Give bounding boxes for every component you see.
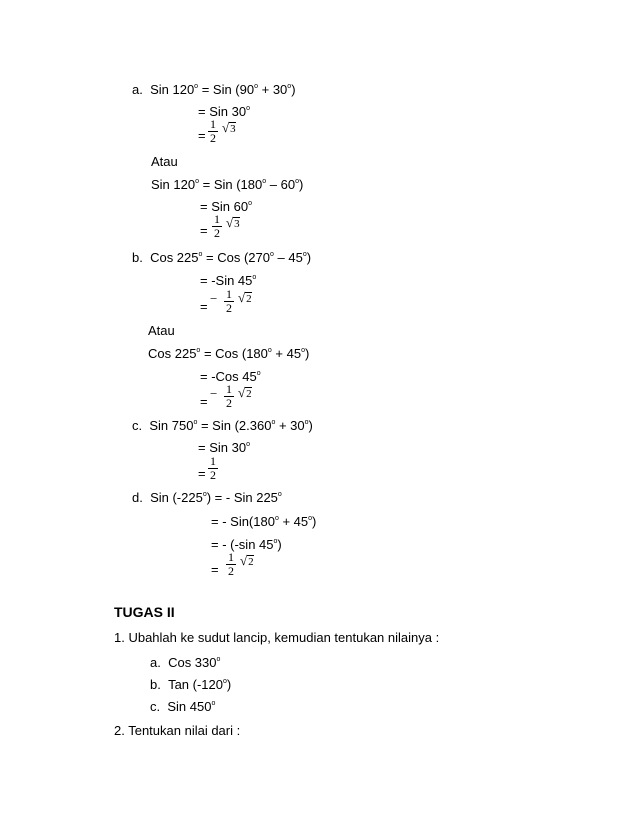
expr: = Sin 60 (200, 199, 249, 214)
denominator: 2 (210, 131, 216, 145)
expr: = -Cos 45 (200, 369, 257, 384)
denominator: 2 (228, 564, 234, 578)
expr: ) (312, 514, 317, 529)
expr: ) (306, 250, 312, 265)
item-c-line-2 (198, 440, 250, 456)
expr: Sin 120 (151, 177, 196, 192)
degree-mark: o (193, 419, 198, 426)
expr: ) (277, 537, 282, 552)
degree-mark: o (202, 491, 207, 498)
denominator: 2 (214, 226, 220, 240)
expr: Sin 750 (149, 418, 194, 433)
item-b-atau: Atau (148, 323, 175, 338)
item-b-line-1 (132, 250, 311, 266)
question-2: 2. Tentukan nilai dari : (114, 723, 241, 738)
degree-mark: o (252, 274, 257, 281)
item-a-eq-1: = (198, 128, 206, 143)
expr: = Sin (180 (199, 177, 263, 192)
sqrt: √3 (226, 215, 240, 230)
item-a-atau: Atau (151, 154, 178, 169)
degree-mark: o (271, 419, 276, 426)
item-label: c. (150, 699, 161, 714)
expr: Cos 225 (150, 250, 199, 265)
degree-mark: o (302, 251, 307, 258)
degree-mark: o (304, 419, 309, 426)
degree-mark: o (301, 347, 305, 354)
degree-mark: o (256, 370, 261, 377)
expr: = Sin (90 (198, 82, 255, 97)
expr: – 45 (273, 250, 303, 265)
degree-mark: o (295, 178, 299, 185)
expr: Sin (-225 (150, 490, 203, 505)
item-d-line-2 (211, 514, 316, 530)
item-c-eq-1: = (198, 466, 206, 481)
expr: ) (308, 418, 313, 433)
degree-mark: o (277, 491, 282, 498)
item-label: a. (150, 655, 161, 670)
expr: Sin 450 (167, 699, 212, 714)
question-1c (150, 699, 215, 715)
degree-mark: o (196, 347, 201, 354)
item-label: d. (132, 490, 143, 505)
item-label: c. (132, 418, 143, 433)
expr: ) (291, 82, 296, 97)
expr: Tan (-120 (168, 677, 223, 692)
expr: Cos 330 (168, 655, 217, 670)
item-d-eq-1: = (211, 562, 219, 577)
item-a-line-5 (200, 199, 252, 215)
expr: Sin 120 (150, 82, 195, 97)
degree-mark: o (308, 515, 313, 522)
numerator: 1 (210, 117, 216, 131)
sqrt: √3 (222, 120, 236, 135)
minus-sign: − (210, 386, 218, 401)
denominator: 2 (226, 301, 232, 315)
question-1a (150, 655, 220, 671)
numerator: 1 (210, 454, 216, 468)
degree-mark: o (246, 105, 250, 112)
sqrt: √2 (240, 553, 254, 568)
expr: + 30 (275, 418, 305, 433)
item-b-eq-1: = (200, 299, 208, 314)
degree-mark: o (254, 83, 258, 90)
radicand: 2 (246, 388, 252, 400)
item-label: a. (132, 82, 143, 97)
radicand: 3 (230, 123, 236, 135)
item-a-eq-2: = (200, 223, 208, 238)
minus-sign: − (210, 291, 218, 306)
expr: ) = - Sin 225 (206, 490, 278, 505)
expr: + 45 (278, 514, 309, 529)
expr: ) (305, 346, 310, 361)
item-label: b. (132, 250, 143, 265)
numerator: 1 (226, 382, 232, 396)
question-1b (150, 677, 231, 693)
sqrt: √2 (238, 385, 252, 400)
sqrt: √2 (238, 290, 252, 305)
degree-mark: o (269, 251, 274, 258)
item-b-eq-2: = (200, 394, 208, 409)
radicand: 2 (246, 293, 252, 305)
degree-mark: o (195, 178, 199, 185)
numerator: 1 (226, 287, 232, 301)
item-a-line-1 (132, 82, 296, 98)
degree-mark: o (211, 700, 216, 707)
degree-mark: o (216, 656, 221, 663)
denominator: 2 (210, 468, 216, 482)
expr: ) (298, 177, 304, 192)
expr: = Sin 30 (198, 104, 247, 119)
expr: = - Sin(180 (211, 514, 275, 529)
item-a-line-4 (151, 177, 303, 193)
degree-mark: o (194, 83, 199, 90)
item-d-line-1 (132, 490, 282, 506)
degree-mark: o (198, 251, 203, 258)
item-b-line-4 (148, 346, 309, 362)
degree-mark: o (262, 178, 267, 185)
numerator: 1 (214, 212, 220, 226)
radicand: 2 (248, 556, 254, 568)
numerator: 1 (228, 550, 234, 564)
expr: ) (226, 677, 232, 692)
expr: – 60 (266, 177, 296, 192)
expr: = - (-sin 45 (211, 537, 274, 552)
expr: Cos 225 (148, 346, 197, 361)
degree-mark: o (274, 515, 279, 522)
radicand: 3 (234, 218, 240, 230)
degree-mark: o (267, 347, 272, 354)
question-1: 1. Ubahlah ke sudut lancip, kemudian tentukan nilainya : (114, 630, 440, 645)
item-c-line-1 (132, 418, 313, 434)
degree-mark: o (223, 678, 227, 685)
item-a-line-2 (198, 104, 250, 120)
degree-mark: o (246, 441, 250, 448)
expr: = Cos (270 (202, 250, 270, 265)
expr: = Sin (2.360 (197, 418, 272, 433)
expr: = Cos (180 (200, 346, 268, 361)
degree-mark: o (287, 83, 292, 90)
expr: + 45 (271, 346, 302, 361)
degree-mark: o (273, 538, 278, 545)
item-label: b. (150, 677, 161, 692)
expr: = Sin 30 (198, 440, 247, 455)
degree-mark: o (248, 200, 252, 207)
expr: = -Sin 45 (200, 273, 253, 288)
section-heading: TUGAS II (114, 604, 175, 620)
denominator: 2 (226, 396, 232, 410)
item-d-line-3 (211, 537, 282, 553)
expr: + 30 (258, 82, 288, 97)
